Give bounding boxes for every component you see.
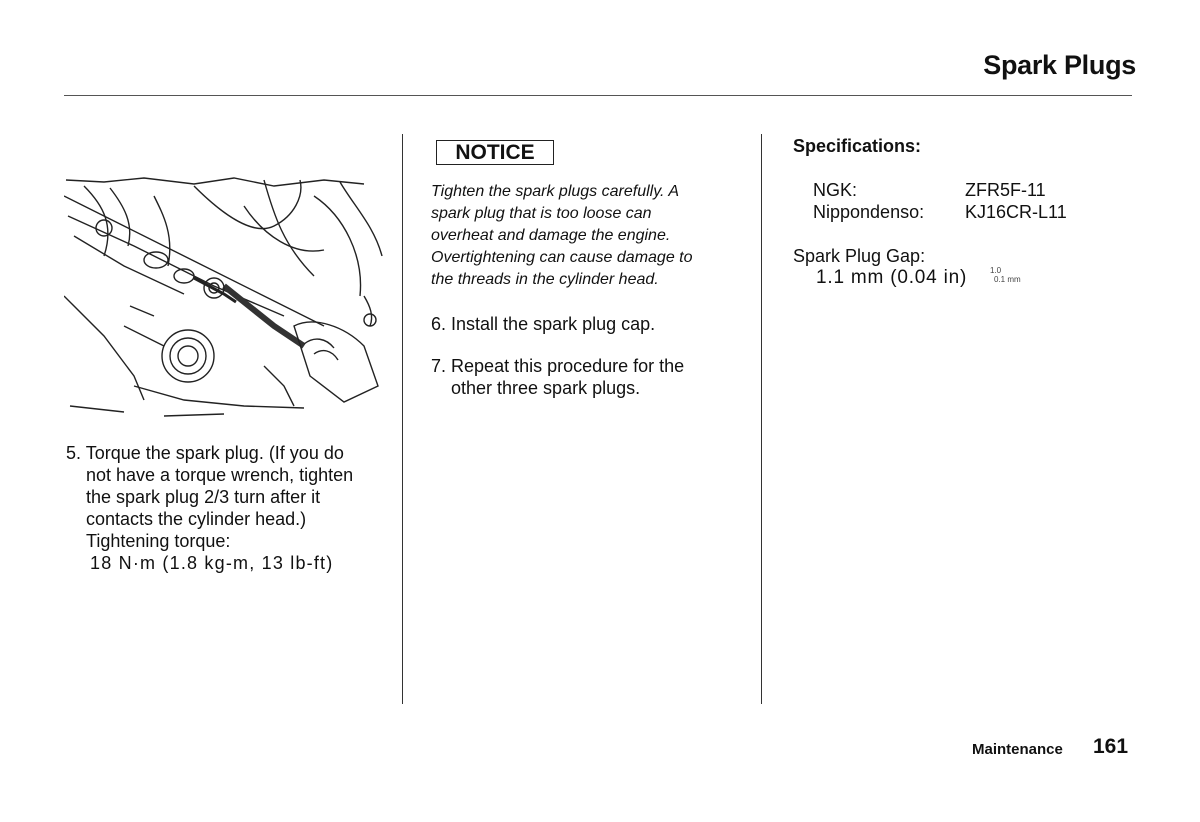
step-text-line: other three spark plugs.: [451, 378, 641, 398]
notice-line: the threads in the cylinder head.: [431, 271, 659, 288]
spec-table: [813, 179, 1067, 223]
gap-figure-bottom: 0.1 mm: [994, 275, 1021, 284]
page-title: Spark Plugs: [983, 50, 1136, 80]
step-text-line: Repeat this procedure for the: [451, 356, 685, 376]
column-divider-left: [402, 134, 403, 704]
notice-line: spark plug that is too loose can: [431, 205, 652, 222]
spec-label: Nippondenso:: [813, 202, 925, 222]
step-text-line: not have a torque wrench, tighten: [86, 465, 354, 485]
notice-line: overheat and damage the engine.: [431, 227, 671, 244]
notice-label: NOTICE: [436, 140, 554, 165]
notice-text: [431, 181, 731, 291]
torque-value: 18 N·m (1.8 kg-m, 13 lb-ft): [90, 553, 334, 573]
spark-plug-wrench-illustration: [64, 176, 386, 420]
step-text-line: contacts the cylinder head.): [86, 509, 307, 529]
title-divider: [64, 95, 1132, 96]
footer-section-name: Maintenance: [972, 741, 1063, 758]
spec-row-ngk: [813, 179, 1067, 201]
step-text-line: Install the spark plug cap.: [451, 314, 656, 334]
step-text-line: Torque the spark plug. (If you do: [85, 443, 344, 463]
step-6: [431, 313, 751, 335]
notice-line: Overtightening can cause damage to: [431, 249, 693, 266]
gap-figure: [990, 266, 1021, 284]
step-7: [431, 355, 751, 399]
torque-label: Tightening torque:: [86, 531, 231, 551]
step-number: 5.: [66, 443, 82, 463]
step-number: 7.: [431, 356, 447, 376]
step-number: 6.: [431, 314, 447, 334]
gap-figure-top: 1.0: [990, 266, 1002, 275]
notice-line: Tighten the spark plugs carefully. A: [431, 183, 679, 200]
spec-row-nippondenso: [813, 201, 1067, 223]
spec-value: KJ16CR-L11: [965, 202, 1067, 222]
spec-label: NGK:: [813, 180, 858, 200]
spark-plug-gap-label: Spark Plug Gap:: [793, 246, 926, 266]
specifications-heading: Specifications:: [793, 136, 922, 156]
spark-plug-gap-value: 1.1 mm (0.04 in): [816, 267, 968, 288]
step-5: [66, 442, 396, 574]
page-number: 161: [1093, 735, 1129, 758]
column-divider-right: [761, 134, 762, 704]
step-text-line: the spark plug 2/3 turn after it: [86, 487, 321, 507]
spec-value: ZFR5F-11: [965, 180, 1046, 200]
